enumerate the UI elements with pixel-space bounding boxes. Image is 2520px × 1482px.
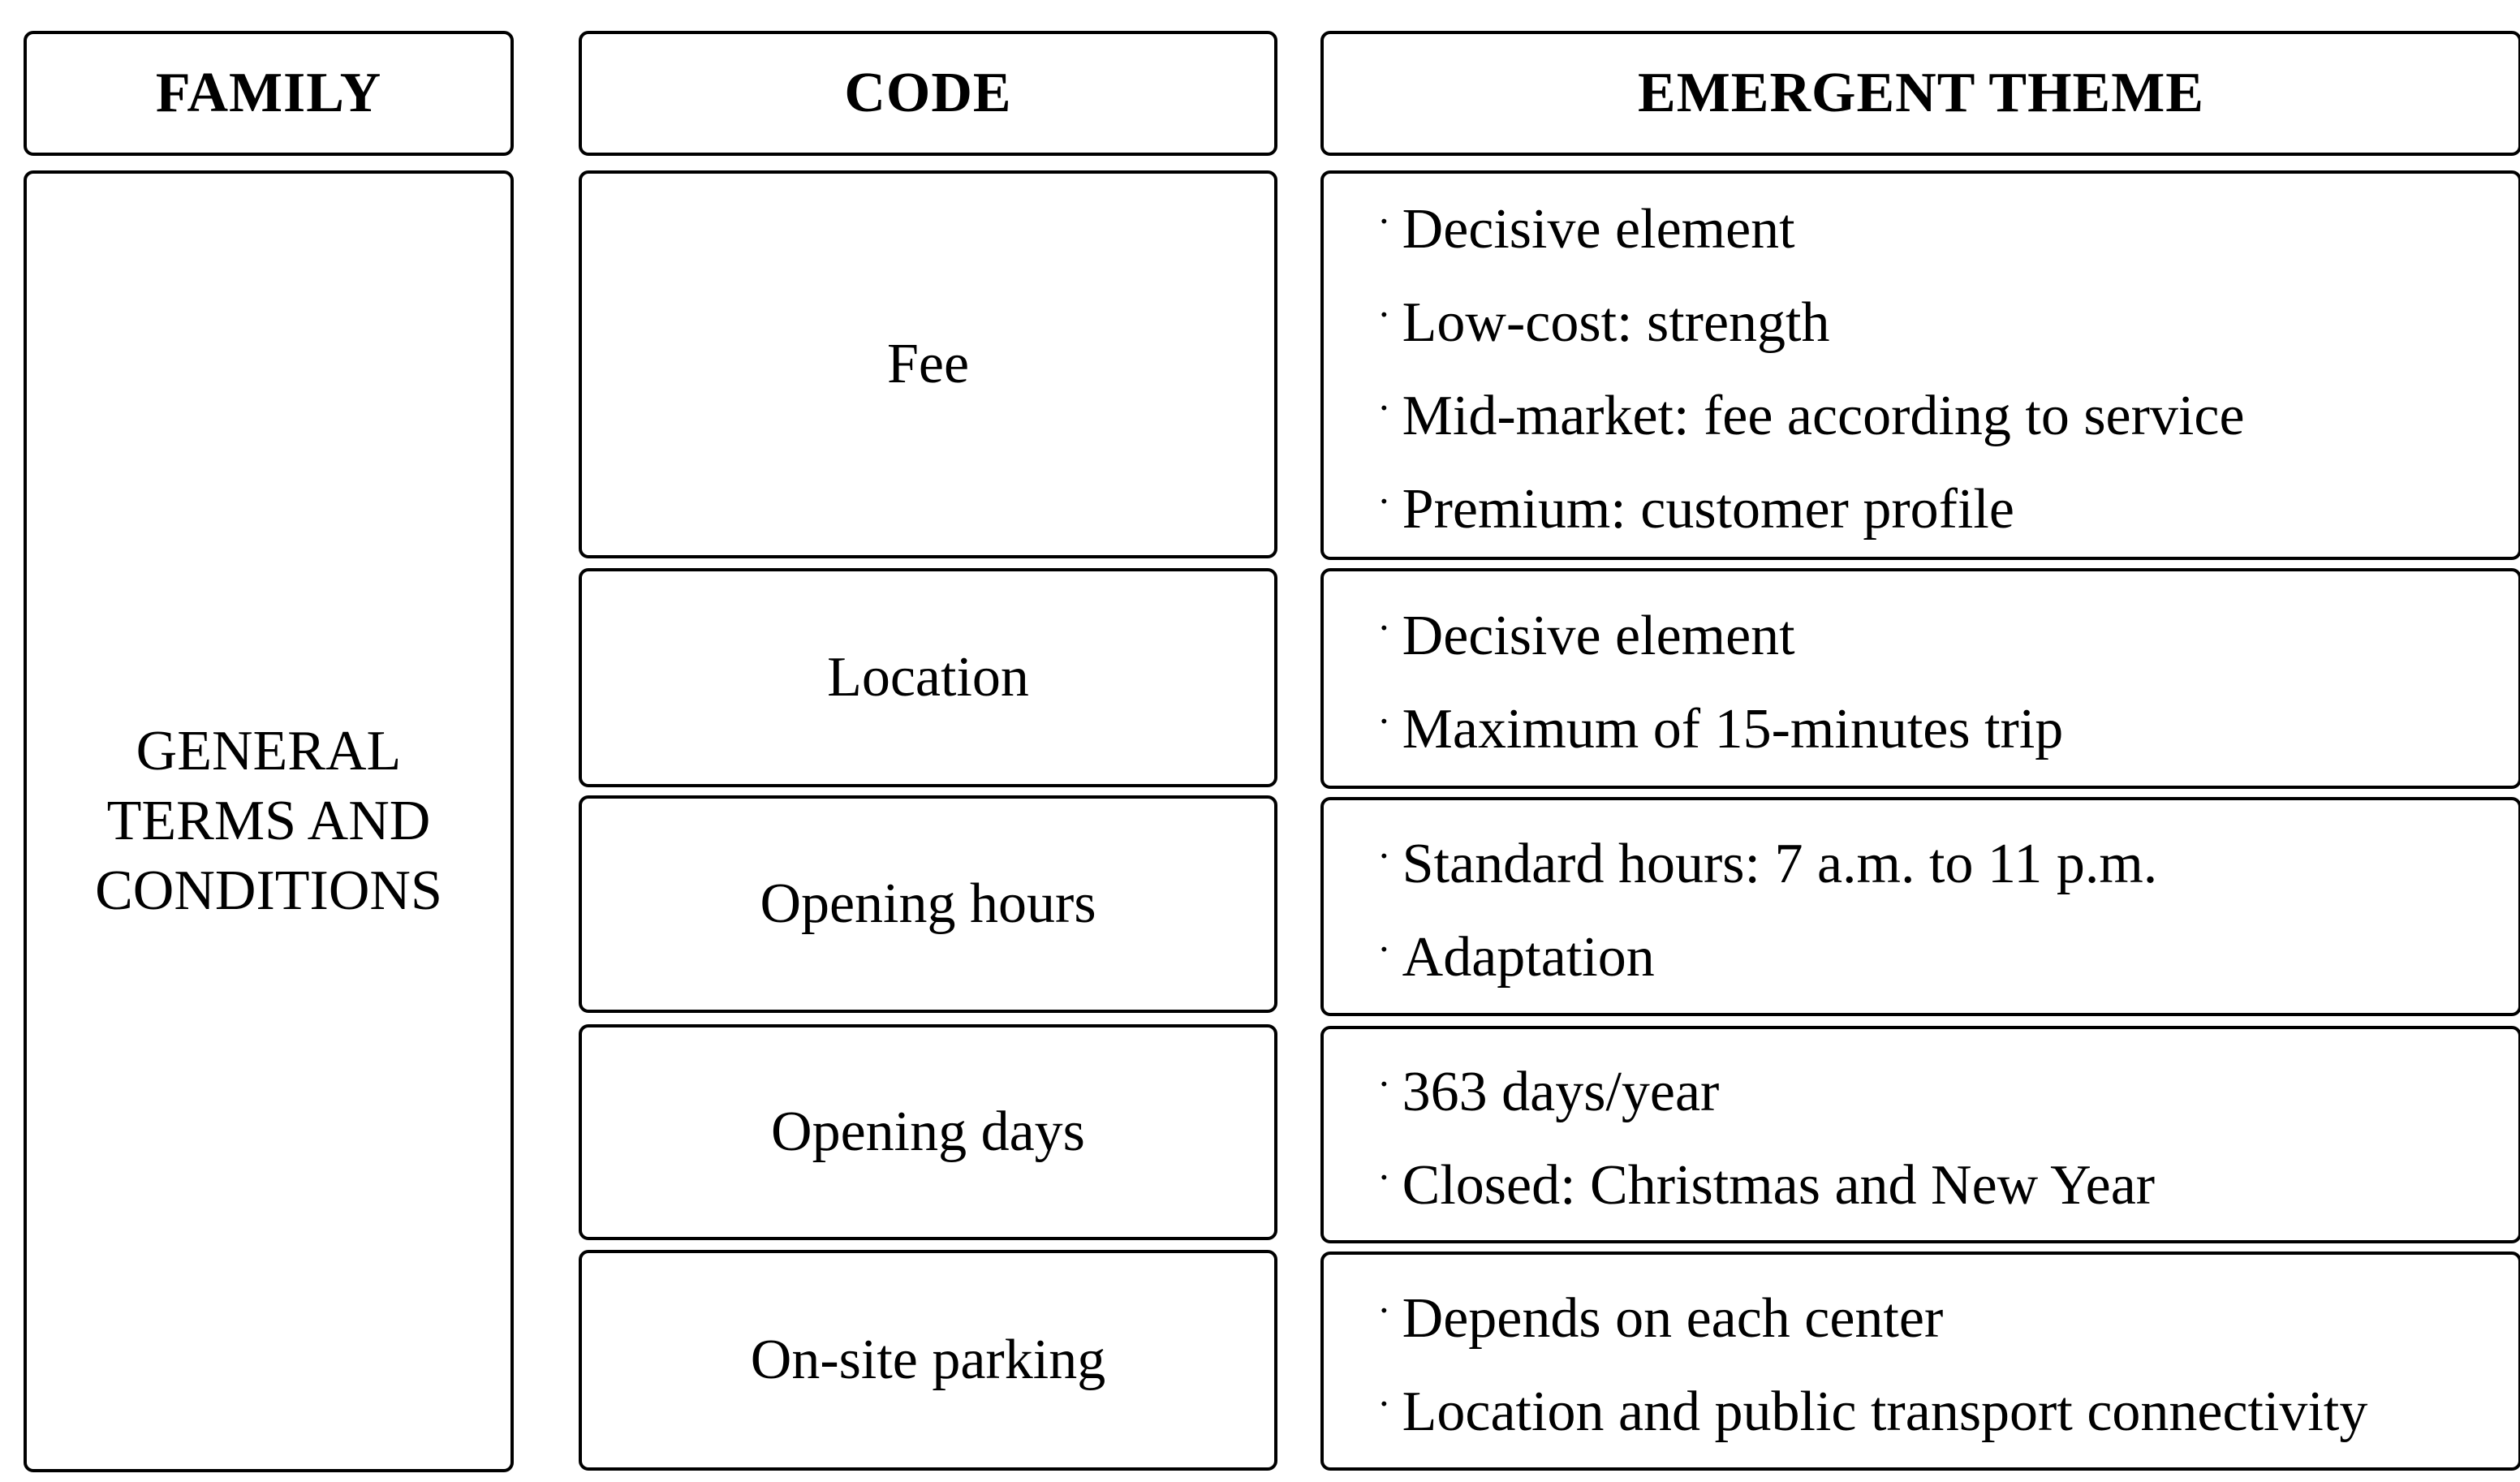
emergent-theme-header-label: EMERGENT THEME xyxy=(1638,62,2204,124)
theme-item xyxy=(1377,1135,2518,1228)
theme-item xyxy=(1377,1268,2518,1361)
theme-text: Standard hours: 7 a.m. to 11 p.m. xyxy=(1402,833,2158,895)
family-label-line: TERMS AND xyxy=(106,790,431,852)
theme-item xyxy=(1377,813,2518,907)
theme-item xyxy=(1377,179,2518,272)
theme-box-opening-days xyxy=(1320,1026,2520,1243)
code-label: Opening hours xyxy=(760,872,1096,935)
theme-text: Closed: Christmas and New Year xyxy=(1402,1154,2156,1217)
theme-text: Maximum of 15-minutes trip xyxy=(1402,698,2064,760)
code-header xyxy=(579,31,1277,156)
theme-text: Premium: customer profile xyxy=(1402,478,2014,541)
theme-text: Decisive element xyxy=(1402,198,1795,261)
family-label xyxy=(95,717,442,926)
family-header xyxy=(24,31,514,156)
code-box-opening-hours xyxy=(579,795,1277,1013)
emergent-theme-header xyxy=(1320,31,2520,156)
bullet-icon: · xyxy=(1377,833,1391,878)
theme-box-opening-hours xyxy=(1320,797,2520,1016)
theme-text: Decisive element xyxy=(1402,605,1795,667)
code-label: Opening days xyxy=(771,1101,1085,1163)
code-header-label: CODE xyxy=(844,62,1012,124)
theme-item xyxy=(1377,459,2518,552)
theme-item xyxy=(1377,272,2518,365)
bullet-icon: · xyxy=(1377,291,1391,337)
code-label: On-site parking xyxy=(750,1329,1106,1391)
theme-box-on-site-parking xyxy=(1320,1252,2520,1471)
bullet-icon: · xyxy=(1377,698,1391,743)
theme-text: Location and public transport connectivity xyxy=(1402,1381,2368,1443)
code-label: Location xyxy=(827,646,1029,709)
theme-text: 363 days/year xyxy=(1402,1061,1720,1123)
theme-item xyxy=(1377,365,2518,459)
code-box-opening-days xyxy=(579,1024,1277,1240)
code-box-fee xyxy=(579,170,1277,558)
theme-item xyxy=(1377,1041,2518,1135)
family-box xyxy=(24,170,514,1472)
bullet-icon: · xyxy=(1377,385,1391,430)
theme-box-location xyxy=(1320,568,2520,789)
bullet-icon: · xyxy=(1377,478,1391,523)
code-box-location xyxy=(579,568,1277,787)
bullet-icon: · xyxy=(1377,1154,1391,1200)
theme-item xyxy=(1377,585,2518,679)
code-box-on-site-parking xyxy=(579,1250,1277,1471)
theme-item xyxy=(1377,1361,2518,1454)
theme-text: Low-cost: strength xyxy=(1402,291,1830,354)
family-label-line: CONDITIONS xyxy=(95,859,442,922)
theme-text: Adaptation xyxy=(1402,926,1655,989)
theme-item xyxy=(1377,679,2518,772)
bullet-icon: · xyxy=(1377,198,1391,243)
bullet-icon: · xyxy=(1377,1061,1391,1106)
code-label: Fee xyxy=(886,333,970,395)
family-header-label: FAMILY xyxy=(155,62,382,124)
bullet-icon: · xyxy=(1377,926,1391,971)
theme-item xyxy=(1377,907,2518,1000)
bullet-icon: · xyxy=(1377,1381,1391,1426)
family-label-line: GENERAL xyxy=(136,720,402,782)
theme-text: Depends on each center xyxy=(1402,1287,1944,1350)
theme-box-fee xyxy=(1320,170,2520,560)
bullet-icon: · xyxy=(1377,1287,1391,1333)
theme-text: Mid-market: fee according to service xyxy=(1402,385,2245,447)
bullet-icon: · xyxy=(1377,605,1391,650)
